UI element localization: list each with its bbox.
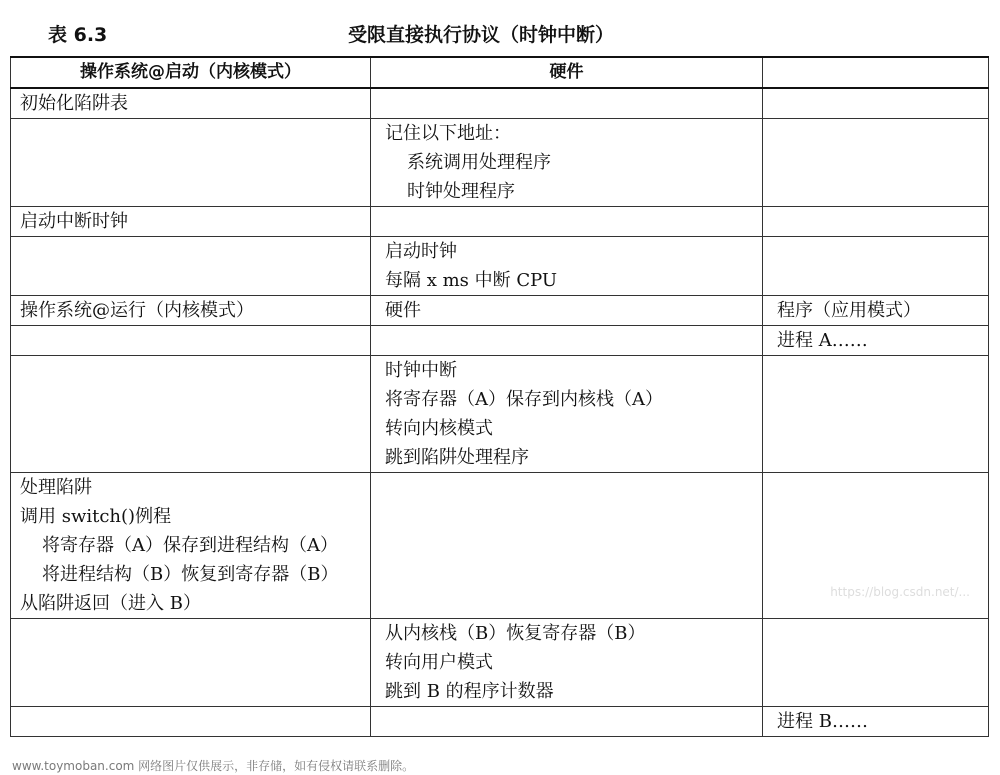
os-cell bbox=[11, 119, 371, 207]
hw-line: 系统调用处理程序 bbox=[407, 152, 551, 173]
os-cell bbox=[11, 296, 371, 326]
hw-cell bbox=[371, 119, 763, 207]
hw-cell bbox=[371, 88, 763, 119]
prog-cell bbox=[763, 237, 989, 296]
hw-cell bbox=[371, 707, 763, 737]
hw-cell bbox=[371, 237, 763, 296]
table-title: 受限直接执行协议（时钟中断） bbox=[348, 24, 615, 46]
table-row bbox=[11, 326, 989, 356]
hw-line: 跳到 B 的程序计数器 bbox=[385, 681, 554, 702]
os-line: 启动中断时钟 bbox=[20, 211, 128, 232]
hw-cell bbox=[371, 473, 763, 619]
table-number: 表 6.3 bbox=[48, 24, 108, 46]
header-os: 操作系统@启动（内核模式） bbox=[11, 57, 371, 88]
blog-watermark: https://blog.csdn.net/... bbox=[830, 585, 970, 599]
prog-cell bbox=[763, 207, 989, 237]
table-row bbox=[11, 207, 989, 237]
hw-line: 硬件 bbox=[385, 300, 421, 321]
hw-cell bbox=[371, 207, 763, 237]
prog-cell bbox=[763, 326, 989, 356]
os-cell bbox=[11, 356, 371, 473]
prog-cell bbox=[763, 619, 989, 707]
os-line: 操作系统@运行（内核模式） bbox=[20, 300, 254, 321]
os-cell bbox=[11, 88, 371, 119]
os-cell bbox=[11, 619, 371, 707]
table-caption bbox=[0, 14, 1000, 48]
hw-cell bbox=[371, 356, 763, 473]
hw-line: 从内核栈（B）恢复寄存器（B） bbox=[385, 623, 646, 644]
os-cell bbox=[11, 326, 371, 356]
protocol-table bbox=[10, 56, 989, 737]
table-row bbox=[11, 88, 989, 119]
prog-cell bbox=[763, 356, 989, 473]
os-line: 从陷阱返回（进入 B） bbox=[20, 593, 201, 614]
prog-cell bbox=[763, 88, 989, 119]
hw-cell bbox=[371, 326, 763, 356]
prog-line: 进程 A…… bbox=[777, 330, 868, 351]
os-line: 将进程结构（B）恢复到寄存器（B） bbox=[42, 564, 339, 585]
os-cell bbox=[11, 473, 371, 619]
hw-line: 跳到陷阱处理程序 bbox=[385, 447, 529, 468]
hw-line: 转向用户模式 bbox=[385, 652, 493, 673]
os-line: 调用 switch()例程 bbox=[20, 506, 172, 527]
os-line: 将寄存器（A）保存到进程结构（A） bbox=[42, 535, 338, 556]
os-cell bbox=[11, 237, 371, 296]
prog-line: 进程 B…… bbox=[777, 711, 868, 732]
prog-cell bbox=[763, 296, 989, 326]
prog-line: 程序（应用模式） bbox=[777, 300, 921, 321]
table-row bbox=[11, 356, 989, 473]
table-row bbox=[11, 296, 989, 326]
hw-cell bbox=[371, 296, 763, 326]
watermark-text: www.toymoban.com 网络图片仅供展示，非存储，如有侵权请联系删除。 bbox=[12, 759, 415, 773]
os-cell bbox=[11, 707, 371, 737]
hw-line: 将寄存器（A）保存到内核栈（A） bbox=[385, 389, 663, 410]
hw-line: 转向内核模式 bbox=[385, 418, 493, 439]
table-row bbox=[11, 707, 989, 737]
prog-cell bbox=[763, 119, 989, 207]
prog-cell bbox=[763, 707, 989, 737]
hw-line: 启动时钟 bbox=[385, 241, 457, 262]
hw-line: 时钟处理程序 bbox=[407, 181, 515, 202]
header-program bbox=[763, 57, 989, 88]
table-row bbox=[11, 119, 989, 207]
hw-line: 时钟中断 bbox=[385, 360, 457, 381]
hw-cell bbox=[371, 619, 763, 707]
header-row bbox=[11, 57, 989, 88]
os-line: 处理陷阱 bbox=[20, 477, 92, 498]
hw-line: 记住以下地址： bbox=[385, 123, 511, 144]
os-line: 初始化陷阱表 bbox=[20, 93, 128, 114]
table-row bbox=[11, 237, 989, 296]
table-row bbox=[11, 619, 989, 707]
os-cell bbox=[11, 207, 371, 237]
header-hardware: 硬件 bbox=[371, 57, 763, 88]
hw-line: 每隔 x ms 中断 CPU bbox=[385, 270, 558, 291]
